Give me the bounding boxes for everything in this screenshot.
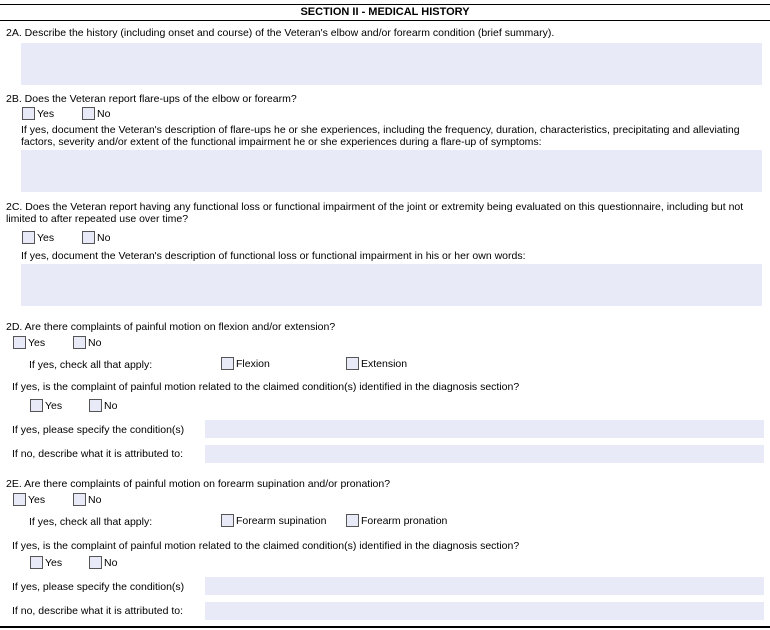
flareups-yes-label: Yes bbox=[37, 108, 55, 120]
painful-flexion-yes-checkbox[interactable] bbox=[13, 336, 26, 349]
flexion-checkbox[interactable] bbox=[221, 357, 234, 370]
flexion-attributed-label: If no, describe what it is attributed to: bbox=[12, 448, 184, 460]
supination-related-no-checkbox[interactable] bbox=[89, 556, 102, 569]
flareups-yes-checkbox[interactable] bbox=[22, 107, 35, 120]
section-title: SECTION II - MEDICAL HISTORY bbox=[0, 4, 770, 21]
painful-supination-no-checkbox[interactable] bbox=[73, 493, 86, 506]
question-2e-label: 2E. Are there complaints of painful motion on forearm supination and/or pronation? bbox=[6, 478, 391, 490]
painful-flexion-no-label: No bbox=[88, 337, 102, 349]
flexion-specify-label: If yes, please specify the condition(s) bbox=[12, 424, 185, 436]
functional-loss-description-field[interactable] bbox=[21, 264, 762, 306]
functional-loss-no-checkbox[interactable] bbox=[82, 231, 95, 244]
supination-related-yes-label: Yes bbox=[45, 557, 63, 569]
painful-flexion-no-checkbox[interactable] bbox=[73, 336, 86, 349]
bottom-rule bbox=[0, 626, 770, 628]
forearm-supination-label: Forearm supination bbox=[236, 515, 327, 527]
question-2d-label: 2D. Are there complaints of painful motion on flexion and/or extension? bbox=[6, 321, 336, 333]
supination-specify-field[interactable] bbox=[205, 577, 764, 595]
flexion-specify-field[interactable] bbox=[205, 420, 764, 438]
flexion-label: Flexion bbox=[236, 358, 270, 370]
flexion-attributed-field[interactable] bbox=[205, 445, 764, 463]
flareups-no-label: No bbox=[97, 108, 111, 120]
history-summary-field[interactable] bbox=[21, 43, 762, 85]
painful-flexion-yes-label: Yes bbox=[28, 337, 46, 349]
forearm-pronation-label: Forearm pronation bbox=[361, 515, 448, 527]
flexion-related-no-checkbox[interactable] bbox=[89, 399, 102, 412]
supination-related-yes-checkbox[interactable] bbox=[30, 556, 43, 569]
extension-label: Extension bbox=[361, 358, 408, 370]
forearm-supination-checkbox[interactable] bbox=[221, 514, 234, 527]
supination-related-no-label: No bbox=[104, 557, 118, 569]
painful-supination-yes-label: Yes bbox=[28, 494, 46, 506]
supination-attributed-field[interactable] bbox=[205, 602, 764, 620]
question-2c-label: 2C. Does the Veteran report having any functional loss or functional impairment of the joint or extremity being evaluated on this questionnaire, including but not limited to after repeated use over time? bbox=[6, 201, 744, 225]
supination-specify-label: If yes, please specify the condition(s) bbox=[12, 581, 185, 593]
forearm-pronation-checkbox[interactable] bbox=[346, 514, 359, 527]
painful-supination-yes-checkbox[interactable] bbox=[13, 493, 26, 506]
functional-loss-yes-label: Yes bbox=[37, 232, 55, 244]
flexion-related-label: If yes, is the complaint of painful motion related to the claimed condition(s) identified in the diagnosis section? bbox=[12, 381, 520, 393]
painful-supination-no-label: No bbox=[88, 494, 102, 506]
functional-loss-yes-checkbox[interactable] bbox=[22, 231, 35, 244]
question-2a-label: 2A. Describe the history (including onset and course) of the Veteran's elbow and/or forearm condition (brief summary). bbox=[6, 27, 555, 39]
flexion-related-no-label: No bbox=[104, 400, 118, 412]
functional-loss-followup-label: If yes, document the Veteran's description of functional loss or functional impairment in his or her own words: bbox=[21, 250, 526, 262]
flareups-no-checkbox[interactable] bbox=[82, 107, 95, 120]
flexion-related-yes-label: Yes bbox=[45, 400, 63, 412]
flexion-related-yes-checkbox[interactable] bbox=[30, 399, 43, 412]
supination-related-label: If yes, is the complaint of painful motion related to the claimed condition(s) identified in the diagnosis section? bbox=[12, 540, 520, 552]
flareups-followup-label: If yes, document the Veteran's description of flare-ups he or she experiences, including the frequency, duration, characteristics, precipitating and alleviating factors, severity and/or extent of the functional impairment he or she experiences during a flare-up of symptoms: bbox=[21, 124, 740, 148]
supination-check-all-label: If yes, check all that apply: bbox=[29, 516, 153, 528]
flexion-check-all-label: If yes, check all that apply: bbox=[29, 359, 153, 371]
question-2b-label: 2B. Does the Veteran report flare-ups of the elbow or forearm? bbox=[6, 93, 297, 105]
supination-attributed-label: If no, describe what it is attributed to: bbox=[12, 605, 184, 617]
flareups-description-field[interactable] bbox=[21, 150, 762, 192]
extension-checkbox[interactable] bbox=[346, 357, 359, 370]
functional-loss-no-label: No bbox=[97, 232, 111, 244]
